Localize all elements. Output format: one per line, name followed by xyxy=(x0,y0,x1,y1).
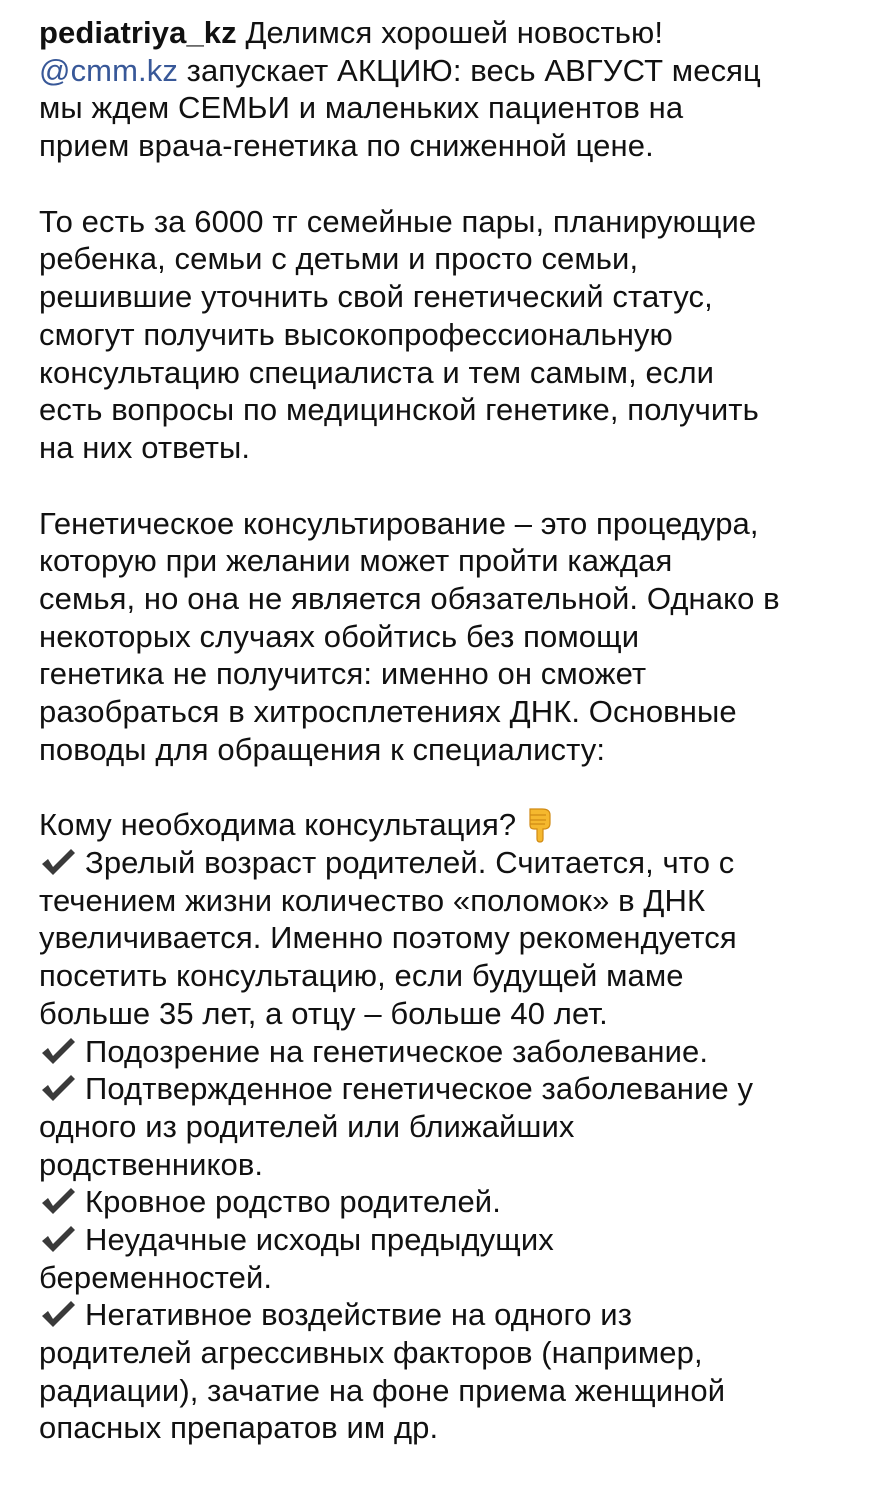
caption-line: есть вопросы по медицинской генетике, получить xyxy=(39,392,759,428)
post-caption xyxy=(39,14,859,1447)
checklist-item xyxy=(39,1183,859,1221)
caption-line: Генетическое консультирование – это процедура, xyxy=(39,505,759,541)
caption-line: на них ответы. xyxy=(39,429,251,465)
caption-line xyxy=(39,52,859,90)
heavy-check-mark-icon xyxy=(39,1186,77,1216)
heavy-check-mark-icon xyxy=(39,847,77,877)
caption-line: некоторых случаях обойтись без помощи xyxy=(39,618,640,654)
caption-line: смогут получить высокопрофессиональную xyxy=(39,316,673,352)
checklist-item-continuation: одного из родителей или ближайших xyxy=(39,1108,575,1144)
caption-line: поводы для обращения к специалисту: xyxy=(39,731,606,767)
checklist-item-continuation: беременностей. xyxy=(39,1259,273,1295)
heavy-check-mark-icon xyxy=(39,1224,77,1254)
paragraph-gap xyxy=(39,467,859,505)
checklist-item-text: Кровное родство родителей. xyxy=(85,1184,501,1220)
heavy-check-mark-icon xyxy=(39,1036,77,1066)
caption-line: То есть за 6000 тг семейные пары, планирующие xyxy=(39,203,757,239)
checklist-item-continuation: родителей агрессивных факторов (например, xyxy=(39,1335,703,1370)
checklist-item xyxy=(39,1070,859,1108)
mention-link[interactable]: @cmm.kz xyxy=(39,52,178,88)
checklist-item-continuation: увеличивается. Именно поэтому рекомендуется xyxy=(39,920,737,956)
checklist-item xyxy=(39,1033,859,1071)
checklist-item-text: Неудачные исходы предыдущих xyxy=(85,1221,554,1257)
checklist-item-continuation: родственников. xyxy=(39,1146,264,1182)
heavy-check-mark-icon xyxy=(39,1299,77,1329)
backhand-index-pointing-down-icon xyxy=(526,807,554,843)
caption-text: запускает АКЦИЮ: весь АВГУСТ месяц xyxy=(186,52,761,88)
checklist-item-continuation: больше 35 лет, а отцу – больше 40 лет. xyxy=(39,995,608,1031)
checklist-item-continuation: радиации), зачатие на фоне приема женщиной xyxy=(39,1372,726,1408)
checklist-item xyxy=(39,1221,859,1259)
checklist-item-text: Подтвержденное генетическое заболевание у xyxy=(85,1071,754,1107)
caption-line: ребенка, семьи с детьми и просто семьи, xyxy=(39,241,639,277)
caption-line: семья, но она не является обязательной. Однако в xyxy=(39,580,780,616)
checklist-item-continuation: опасных препаратов им др. xyxy=(39,1410,439,1446)
heavy-check-mark-icon xyxy=(39,1073,77,1103)
paragraph-gap xyxy=(39,768,859,806)
checklist-item-continuation: течением жизни количество «поломок» в ДНК xyxy=(39,882,706,918)
paragraph-gap xyxy=(39,165,859,203)
checklist-item-text: Негативное воздействие на одного из xyxy=(85,1297,633,1333)
caption-line xyxy=(39,14,859,52)
caption-line: решившие уточнить свой генетический статус, xyxy=(39,279,713,315)
post-username[interactable]: pediatriya_kz xyxy=(39,15,237,50)
caption-line: разобраться в хитросплетениях ДНК. Основные xyxy=(39,694,737,729)
checklist xyxy=(39,844,859,1447)
checklist-item-text: Зрелый возраст родителей. Считается, что с xyxy=(85,845,735,881)
checklist-item xyxy=(39,844,859,882)
caption-text: Делимся хорошей новостью! xyxy=(245,15,664,50)
caption-line: которую при желании может пройти каждая xyxy=(39,543,673,579)
checklist-item-continuation: посетить консультацию, если будущей маме xyxy=(39,958,684,994)
question-text: Кому необходима консультация? xyxy=(39,807,517,843)
checklist-item-text: Подозрение на генетическое заболевание. xyxy=(85,1033,709,1069)
caption-line: консультацию специалиста и тем самым, если xyxy=(39,354,715,390)
caption-line xyxy=(39,806,859,844)
caption-line: прием врача-генетика по сниженной цене. xyxy=(39,128,654,164)
caption-line: мы ждем СЕМЬИ и маленьких пациентов на xyxy=(39,90,684,126)
checklist-item xyxy=(39,1296,859,1334)
caption-line: генетика не получится: именно он сможет xyxy=(39,656,647,692)
